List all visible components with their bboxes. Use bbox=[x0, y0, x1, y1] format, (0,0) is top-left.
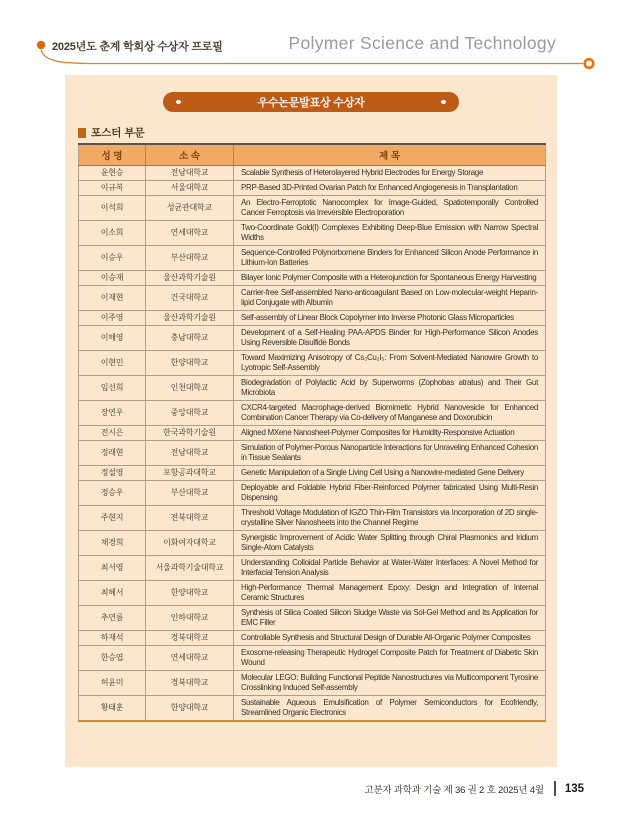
title-cell: Synergistic Improvement of Acidic Water Splitting through Chiral Plasmonics and Iridium Single-Atom Catalysts bbox=[234, 531, 546, 556]
table-row bbox=[79, 166, 546, 181]
poster-section-label-text: 포스터 부문 bbox=[91, 127, 145, 139]
affiliation-cell: 연세대학교 bbox=[146, 221, 234, 246]
title-cell: Toward Maximizing Anisotropy of Cs₃Cu₂I₅: From Solvent-Mediated Nanowire Growth to Lyotropic Self-Assembly bbox=[234, 351, 546, 376]
table-row bbox=[79, 696, 546, 722]
title-cell: Controllable Synthesis and Structural Design of Durable All-Organic Polymer Composites bbox=[234, 631, 546, 646]
title-cell: Molecular LEGO: Building Functional Peptide Nanostructures via Multicomponent Tyrosine Crosslinking Induced Self-assembly bbox=[234, 671, 546, 696]
banner-left-dot-icon bbox=[176, 100, 181, 104]
name-cell: 이현민 bbox=[79, 351, 146, 376]
table-row bbox=[79, 326, 546, 351]
table-row bbox=[79, 606, 546, 631]
title-cell: Two-Coordinate Gold(I) Complexes Exhibiting Deep-Blue Emission with Narrow Spectral Widths bbox=[234, 221, 546, 246]
affiliation-cell: 한양대학교 bbox=[146, 351, 234, 376]
footer-journal-info: 고분자 과학과 기술 제 36 권 2 호 2025년 4월 bbox=[364, 784, 544, 796]
column-header-name: 성 명 bbox=[79, 144, 146, 166]
title-cell: Synthesis of Silica Coated Silicon Sludge Waste via Sol-Gel Method and Its Application for EMC Filler bbox=[234, 606, 546, 631]
table-row bbox=[79, 531, 546, 556]
table-row bbox=[79, 481, 546, 506]
affiliation-cell: 서울대학교 bbox=[146, 181, 234, 196]
name-cell: 최서영 bbox=[79, 556, 146, 581]
table-row bbox=[79, 311, 546, 326]
table-row bbox=[79, 581, 546, 606]
table-row bbox=[79, 556, 546, 581]
title-cell: Aligned MXene Nanosheet-Polymer Composites for Humidity-Responsive Actuation bbox=[234, 426, 546, 441]
table-row bbox=[79, 376, 546, 401]
name-cell: 정설영 bbox=[79, 466, 146, 481]
name-cell: 채경희 bbox=[79, 531, 146, 556]
affiliation-cell: 인하대학교 bbox=[146, 606, 234, 631]
affiliation-cell: 경북대학교 bbox=[146, 631, 234, 646]
title-cell: High-Performance Thermal Management Epoxy: Design and Integration of Internal Ceramic Structures bbox=[234, 581, 546, 606]
column-header-title: 제 목 bbox=[234, 144, 546, 166]
affiliation-cell: 충남대학교 bbox=[146, 326, 234, 351]
title-cell: Sequence-Controlled Polynorbornene Binders for Enhanced Silicon Anode Performance in Lithium-Ion Batteries bbox=[234, 246, 546, 271]
name-cell: 최혜서 bbox=[79, 581, 146, 606]
title-cell: Sustainable Aqueous Emulsification of Polymer Semiconductors for Ecofriendly, Streamlined Organic Electronics bbox=[234, 696, 546, 722]
table-header-row bbox=[79, 144, 546, 166]
name-cell: 이승우 bbox=[79, 246, 146, 271]
name-cell: 이재현 bbox=[79, 286, 146, 311]
name-cell: 하재석 bbox=[79, 631, 146, 646]
name-cell: 허윤미 bbox=[79, 671, 146, 696]
table-row bbox=[79, 631, 546, 646]
header-bullet-icon bbox=[37, 41, 45, 49]
name-cell: 한승엽 bbox=[79, 646, 146, 671]
table-row bbox=[79, 426, 546, 441]
table-row bbox=[79, 466, 546, 481]
title-cell: Deployable and Foldable Hybrid Fiber-Reinforced Polymer fabricated Using Multi-Resin Dispensing bbox=[234, 481, 546, 506]
section-square-icon bbox=[78, 128, 86, 138]
affiliation-cell: 성균관대학교 bbox=[146, 196, 234, 221]
title-cell: Threshold Voltage Modulation of IGZO Thin-Film Transistors via Incorporation of 2D single-crystalline Silver Nanosheets into the Channel Regime bbox=[234, 506, 546, 531]
title-cell: Self-assembly of Linear Block Copolymer into Inverse Photonic Glass Microparticles bbox=[234, 311, 546, 326]
name-cell: 정래현 bbox=[79, 441, 146, 466]
table-row bbox=[79, 271, 546, 286]
table-row bbox=[79, 286, 546, 311]
table-row bbox=[79, 196, 546, 221]
affiliation-cell: 건국대학교 bbox=[146, 286, 234, 311]
table-row bbox=[79, 646, 546, 671]
name-cell: 전시은 bbox=[79, 426, 146, 441]
name-cell: 이소희 bbox=[79, 221, 146, 246]
journal-name: Polymer Science and Technology bbox=[288, 33, 556, 53]
affiliation-cell: 부산대학교 bbox=[146, 481, 234, 506]
award-banner bbox=[163, 92, 459, 112]
table-row bbox=[79, 246, 546, 271]
column-header-affiliation: 소 속 bbox=[146, 144, 234, 166]
table-row bbox=[79, 221, 546, 246]
title-cell: An Electro-Ferroptotic Nanocomplex for Image-Guided, Spatiotemporally Controlled Cancer Ferroptosis via Irreversible Electroporation bbox=[234, 196, 546, 221]
affiliation-cell: 한양대학교 bbox=[146, 581, 234, 606]
title-cell: CXCR4-targeted Macrophage-derived Biomimetic Hybrid Nanovesicle for Enhanced Combination Cancer Therapy via Co-delivery of Manganese and Doxorubicin bbox=[234, 401, 546, 426]
title-cell: Bilayer Ionic Polymer Composite with a Heterojunction for Spontaneous Energy Harvesting bbox=[234, 271, 546, 286]
name-cell: 정승우 bbox=[79, 481, 146, 506]
name-cell: 황태훈 bbox=[79, 696, 146, 722]
award-banner-title: 우수논문발표상 수상자 bbox=[257, 97, 365, 109]
table-row bbox=[79, 181, 546, 196]
affiliation-cell: 서울과학기술대학교 bbox=[146, 556, 234, 581]
affiliation-cell: 경북대학교 bbox=[146, 671, 234, 696]
affiliation-cell: 부산대학교 bbox=[146, 246, 234, 271]
name-cell: 이해영 bbox=[79, 326, 146, 351]
name-cell: 임선희 bbox=[79, 376, 146, 401]
awards-table bbox=[78, 143, 546, 722]
title-cell: Biodegradation of Polylactic Acid by Superworms (Zophobas atratus) and Their Gut Microbiota bbox=[234, 376, 546, 401]
title-cell: Simulation of Polymer-Porous Nanoparticle Interactions for Unraveling Enhanced Cohesion in Tissue Sealants bbox=[234, 441, 546, 466]
table-row bbox=[79, 351, 546, 376]
affiliation-cell: 전남대학교 bbox=[146, 441, 234, 466]
name-cell: 주현지 bbox=[79, 506, 146, 531]
profile-header-title: 2025년도 춘계 학회상 수상자 프로필 bbox=[52, 41, 223, 53]
content-panel bbox=[65, 75, 557, 767]
affiliation-cell: 전남대학교 bbox=[146, 166, 234, 181]
affiliation-cell: 연세대학교 bbox=[146, 646, 234, 671]
affiliation-cell: 이화여자대학교 bbox=[146, 531, 234, 556]
title-cell: Development of a Self-Healing PAA-APDS Binder for High-Performance Silicon Anodes Using Reversible Disulfide Bonds bbox=[234, 326, 546, 351]
table-row bbox=[79, 671, 546, 696]
affiliation-cell: 전북대학교 bbox=[146, 506, 234, 531]
affiliation-cell: 울산과학기술원 bbox=[146, 271, 234, 286]
name-cell: 이규복 bbox=[79, 181, 146, 196]
poster-section-label bbox=[78, 126, 557, 139]
affiliation-cell: 중앙대학교 bbox=[146, 401, 234, 426]
footer-page-number: 135 bbox=[564, 782, 584, 795]
banner-right-dot-icon bbox=[441, 100, 446, 104]
title-cell: Genetic Manipulation of a Single Living Cell Using a Nanowire-mediated Gene Delivery bbox=[234, 466, 546, 481]
affiliation-cell: 한양대학교 bbox=[146, 696, 234, 722]
name-cell: 이주영 bbox=[79, 311, 146, 326]
table-row bbox=[79, 441, 546, 466]
name-cell: 장연우 bbox=[79, 401, 146, 426]
table-row bbox=[79, 401, 546, 426]
affiliation-cell: 울산과학기술원 bbox=[146, 311, 234, 326]
affiliation-cell: 인천대학교 bbox=[146, 376, 234, 401]
affiliation-cell: 포항공과대학교 bbox=[146, 466, 234, 481]
name-cell: 윤현승 bbox=[79, 166, 146, 181]
title-cell: Understanding Colloidal Particle Behavior at Water-Water Interfaces: A Novel Method for Interfacial Tension Analysis bbox=[234, 556, 546, 581]
footer-divider bbox=[554, 781, 556, 796]
title-cell: Carrier-free Self-assembled Nano-anticoagulant Based on Low-molecular-weight Heparin-lipid Conjugate with Albumin bbox=[234, 286, 546, 311]
page-footer bbox=[0, 781, 584, 796]
table-row bbox=[79, 506, 546, 531]
header-ring-icon bbox=[585, 59, 594, 68]
title-cell: Exosome-releasing Therapeutic Hydrogel Composite Patch for Treatment of Diabetic Skin Wound bbox=[234, 646, 546, 671]
affiliation-cell: 한국과학기술원 bbox=[146, 426, 234, 441]
awards-table-body bbox=[79, 166, 546, 722]
name-cell: 이승재 bbox=[79, 271, 146, 286]
title-cell: PRP-Based 3D-Printed Ovarian Patch for Enhanced Angiogenesis in Transplantation bbox=[234, 181, 546, 196]
title-cell: Scalable Synthesis of Heterolayered Hybrid Electrodes for Energy Storage bbox=[234, 166, 546, 181]
name-cell: 추연름 bbox=[79, 606, 146, 631]
name-cell: 이석희 bbox=[79, 196, 146, 221]
